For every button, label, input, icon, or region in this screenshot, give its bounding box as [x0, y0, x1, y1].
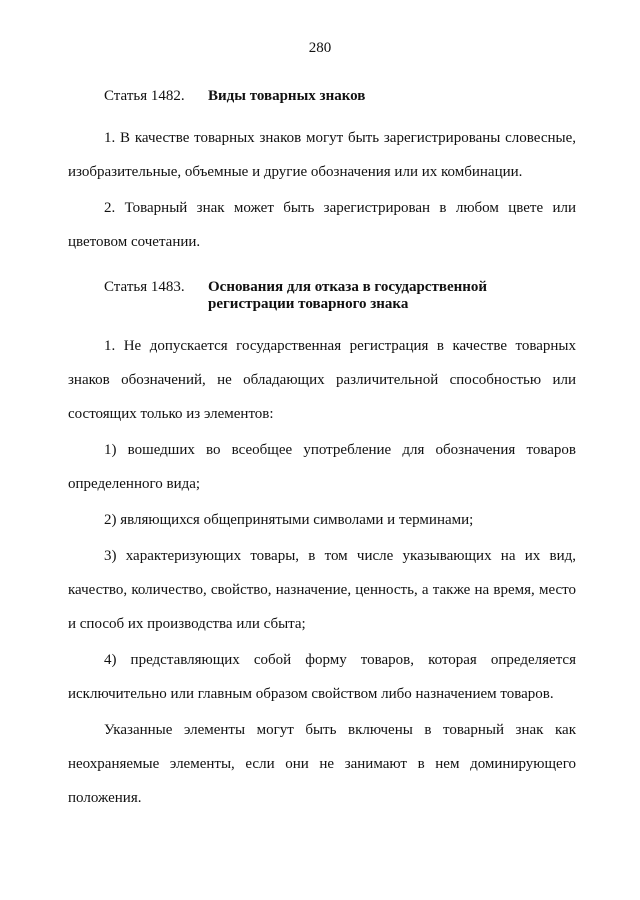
article-title	[208, 279, 487, 313]
paragraph: 1. В качестве товарных знаков могут быть зарегистрированы словесные, изобразительные, объемные и другие обозначения или их комбинации.	[68, 130, 576, 180]
list-item: 1) вошедших во всеобщее употребление для обозначения товаров определенного вида;	[68, 442, 576, 492]
list-item: 3) характеризующих товары, в том числе указывающих на их вид, качество, количество, свойство, назначение, ценность, а также на время, место и способ их производства или сбыта;	[68, 548, 576, 632]
article-number: Статья 1483.	[104, 279, 185, 295]
paragraph: Указанные элементы могут быть включены в товарный знак как неохраняемые элементы, если они не занимают в нем доминирующего положения.	[68, 722, 576, 806]
article-heading	[68, 88, 576, 105]
article-title-line: Основания для отказа в государственной	[208, 279, 488, 295]
article-title	[208, 88, 365, 105]
paragraph: 1. Не допускается государственная регистрация в качестве товарных знаков обозначений, не обладающих различительной способностью или состоящих только из элементов:	[68, 338, 576, 422]
article-title-line: регистрации товарного знака	[208, 296, 409, 312]
page-number: 280	[308, 40, 332, 56]
article-number: Статья 1482.	[104, 88, 185, 104]
article-heading	[68, 279, 576, 313]
list-item: 2) являющихся общепринятыми символами и терминами;	[104, 512, 474, 528]
article-1483	[68, 279, 576, 815]
paragraph: 2. Товарный знак может быть зарегистрирован в любом цвете или цветовом сочетании.	[68, 200, 576, 250]
article-title-line: Виды товарных знаков	[208, 88, 366, 104]
document-content	[68, 88, 576, 817]
article-1482	[68, 88, 576, 259]
section-spacer	[68, 261, 576, 279]
list-item: 4) представляющих собой форму товаров, которая определяется исключительно или главным образом свойством либо назначением товаров.	[68, 652, 576, 702]
